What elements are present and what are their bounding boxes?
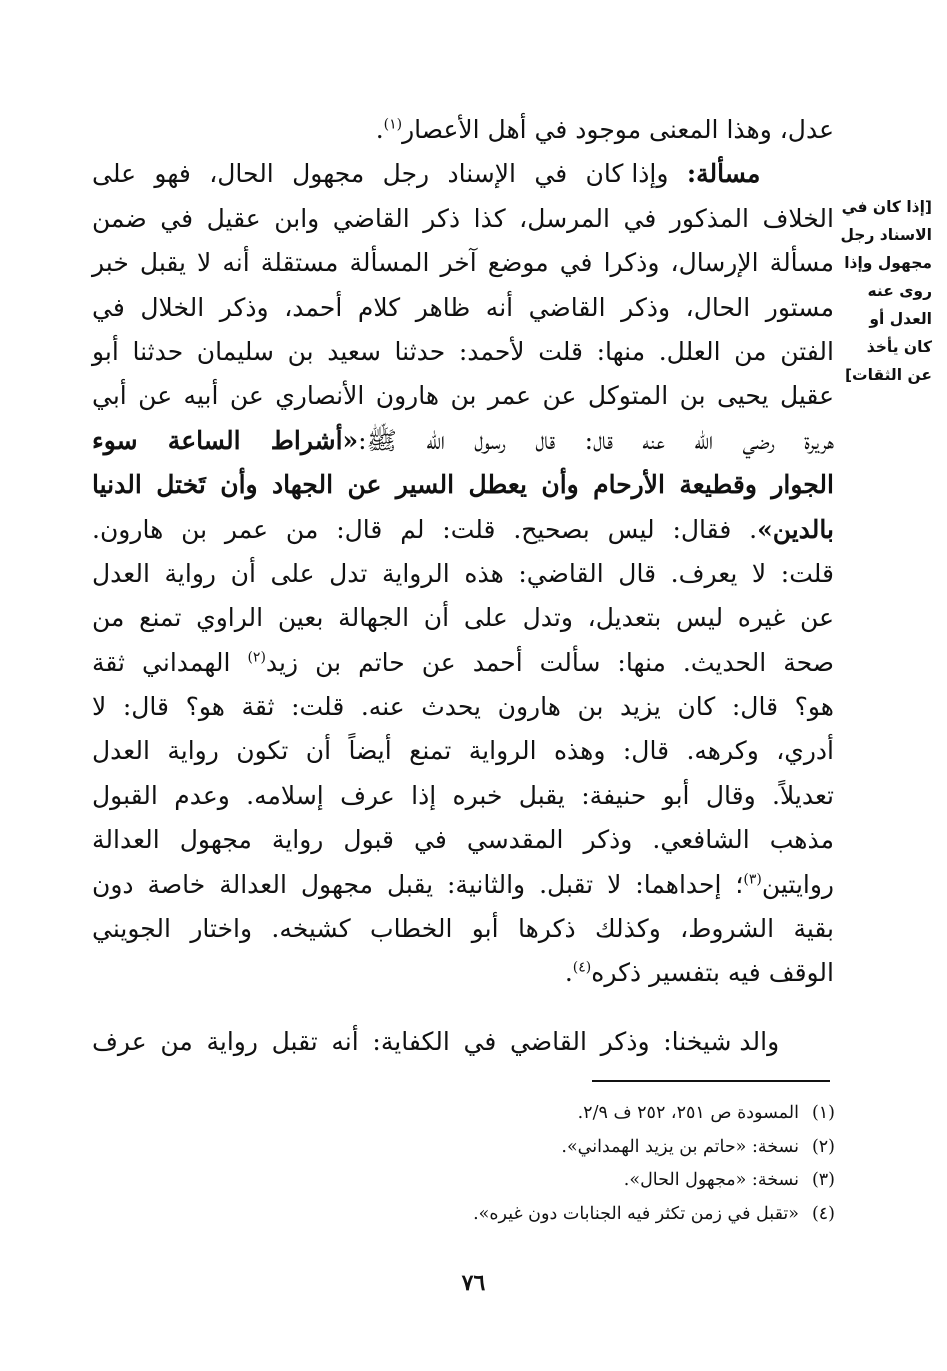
main-text-block — [92, 108, 834, 1064]
text-span: الوقف فيه بتفسير ذكره — [591, 958, 834, 988]
text-line: هو؟ قال: كان يزيد بن هارون يحدث عنه. قلت: ثقة هو؟ قال: لا — [92, 692, 834, 722]
margin-note-line: الاسناد رجل — [840, 226, 932, 244]
text-span: روايتين — [761, 869, 834, 899]
paragraph-1 — [92, 108, 834, 152]
margin-note-line: [إذا كان في — [841, 198, 932, 216]
footnote-ref-2[interactable]: (٢) — [247, 649, 266, 666]
text-line: عن غيره ليس بتعديل، وتدل على أن الجهالة بعين الراوي تمنع من — [92, 603, 834, 633]
text-span: هريرة رضي الله عنه قال: قال رسول الله ﷺ: — [358, 425, 834, 455]
footnote-number: (١) — [811, 1103, 835, 1123]
footnote-2 — [380, 1131, 835, 1165]
footnotes — [380, 1097, 835, 1231]
text-span: . — [375, 115, 384, 144]
text-line: الخلاف المذكور في المرسل، كذا ذكر القاضي وابن عقيل في ضمن — [92, 203, 834, 233]
text-line: أدري، وكرهه. قال: وهذه الرواية تمنع أيضاً أن تكون رواية العدل — [92, 736, 834, 766]
footnote-ref-3[interactable]: (٣) — [743, 871, 762, 888]
text-span: . فقال: ليس بصحيح. قلت: لم قال: من عمر بن هارون. — [92, 514, 758, 544]
footnote-1 — [380, 1097, 835, 1131]
text-span: صحة الحديث. منها: سألت أحمد عن حاتم بن زيد — [265, 647, 834, 677]
footnote-text: نسخة: «حاتم بن يزيد الهمداني». — [561, 1136, 799, 1157]
footnote-number: (٣) — [811, 1170, 835, 1190]
text-line: تعديلاً. وقال أبو حنيفة: يقبل خبره إذا عرف إسلامه. وعدم القبول — [92, 780, 834, 810]
paragraph-masala — [92, 152, 834, 995]
text-span: والد شيخنا: وذكر القاضي في الكفاية: أنه تقبل رواية من عرف — [92, 1026, 780, 1056]
text-span: ؛ إحداهما: لا تقبل. والثانية: يقبل مجهول العدالة خاصة دون — [92, 869, 744, 899]
footnote-text: «تقبل في زمن تكثر فيه الجنابات دون غيره». — [473, 1203, 799, 1224]
footnote-3 — [380, 1164, 835, 1198]
footnote-4 — [380, 1198, 835, 1232]
text-span: . — [564, 958, 573, 988]
margin-note-line: كان يأخذ — [866, 338, 932, 356]
text-line — [92, 108, 834, 152]
text-line — [92, 863, 834, 907]
term-masala: مسألة: — [686, 159, 761, 189]
footnote-ref-4[interactable]: (٤) — [572, 960, 592, 977]
footnote-number: (٤) — [811, 1203, 835, 1224]
hadith-text-line: الجوار وقطيعة الأرحام وأن يعطل السير عن الجهاد وأن تَختل الدنيا — [92, 470, 834, 500]
footnote-ref-1[interactable]: (١) — [383, 116, 403, 133]
text-line: الفتن من العلل. منها: قلت لأحمد: حدثنا سعيد بن سليمان حدثنا أبو — [92, 336, 834, 366]
text-line: بقية الشروط، وكذلك ذكرها أبو الخطاب كشيخه. واختار الجويني — [92, 914, 834, 944]
paragraph-3 — [92, 1020, 834, 1064]
text-span: وإذا كان في الإسناد رجل مجهول الحال، فهو على — [92, 159, 669, 189]
text-line — [92, 641, 834, 685]
margin-note-line: عن الثقات] — [844, 366, 932, 384]
text-line — [92, 419, 834, 463]
text-line — [92, 1020, 834, 1064]
margin-note-line: العدل أو — [869, 310, 932, 328]
text-span: الهمداني ثقة — [92, 647, 231, 677]
text-line — [92, 951, 834, 995]
text-line — [92, 508, 834, 552]
page-number: ٧٦ — [461, 1270, 486, 1296]
text-line: عقيل يحيى بن المتوكل عن عمر بن هارون الأنصاري عن أبيه عن أبي — [92, 381, 834, 411]
margin-note — [842, 193, 932, 389]
hadith-text: «أشراط الساعة سوء — [92, 425, 359, 455]
text-line: مستور الحال، وذكر القاضي أنه ظاهر كلام أحمد، وذكر الخلال في — [92, 292, 834, 322]
text-line: مذهب الشافعي. وذكر المقدسي في قبول رواية مجهول العدالة — [92, 825, 834, 855]
text-line: قلت: لا يعرف. قال القاضي: هذه الرواية تدل على أن رواية العدل — [92, 558, 834, 588]
hadith-text: بالدين» — [757, 514, 834, 544]
margin-note-line: مجهول وإذا — [844, 254, 932, 272]
footnote-text: المسودة ص ٢٥١، ٢٥٢ ف ٢/٩. — [577, 1103, 799, 1123]
footnote-separator — [592, 1080, 830, 1082]
text-line — [92, 152, 834, 196]
footnote-number: (٢) — [811, 1136, 835, 1157]
text-span: عدل، وهذا المعنى موجود في أهل الأعصار — [402, 115, 834, 144]
footnote-text: نسخة: «مجهول الحال». — [623, 1170, 799, 1190]
margin-note-line: روى عنه — [867, 282, 932, 300]
text-line: مسألة الإرسال، وذكرا في موضع آخر المسألة مستقلة أنه لا يقبل خبر — [92, 248, 834, 278]
